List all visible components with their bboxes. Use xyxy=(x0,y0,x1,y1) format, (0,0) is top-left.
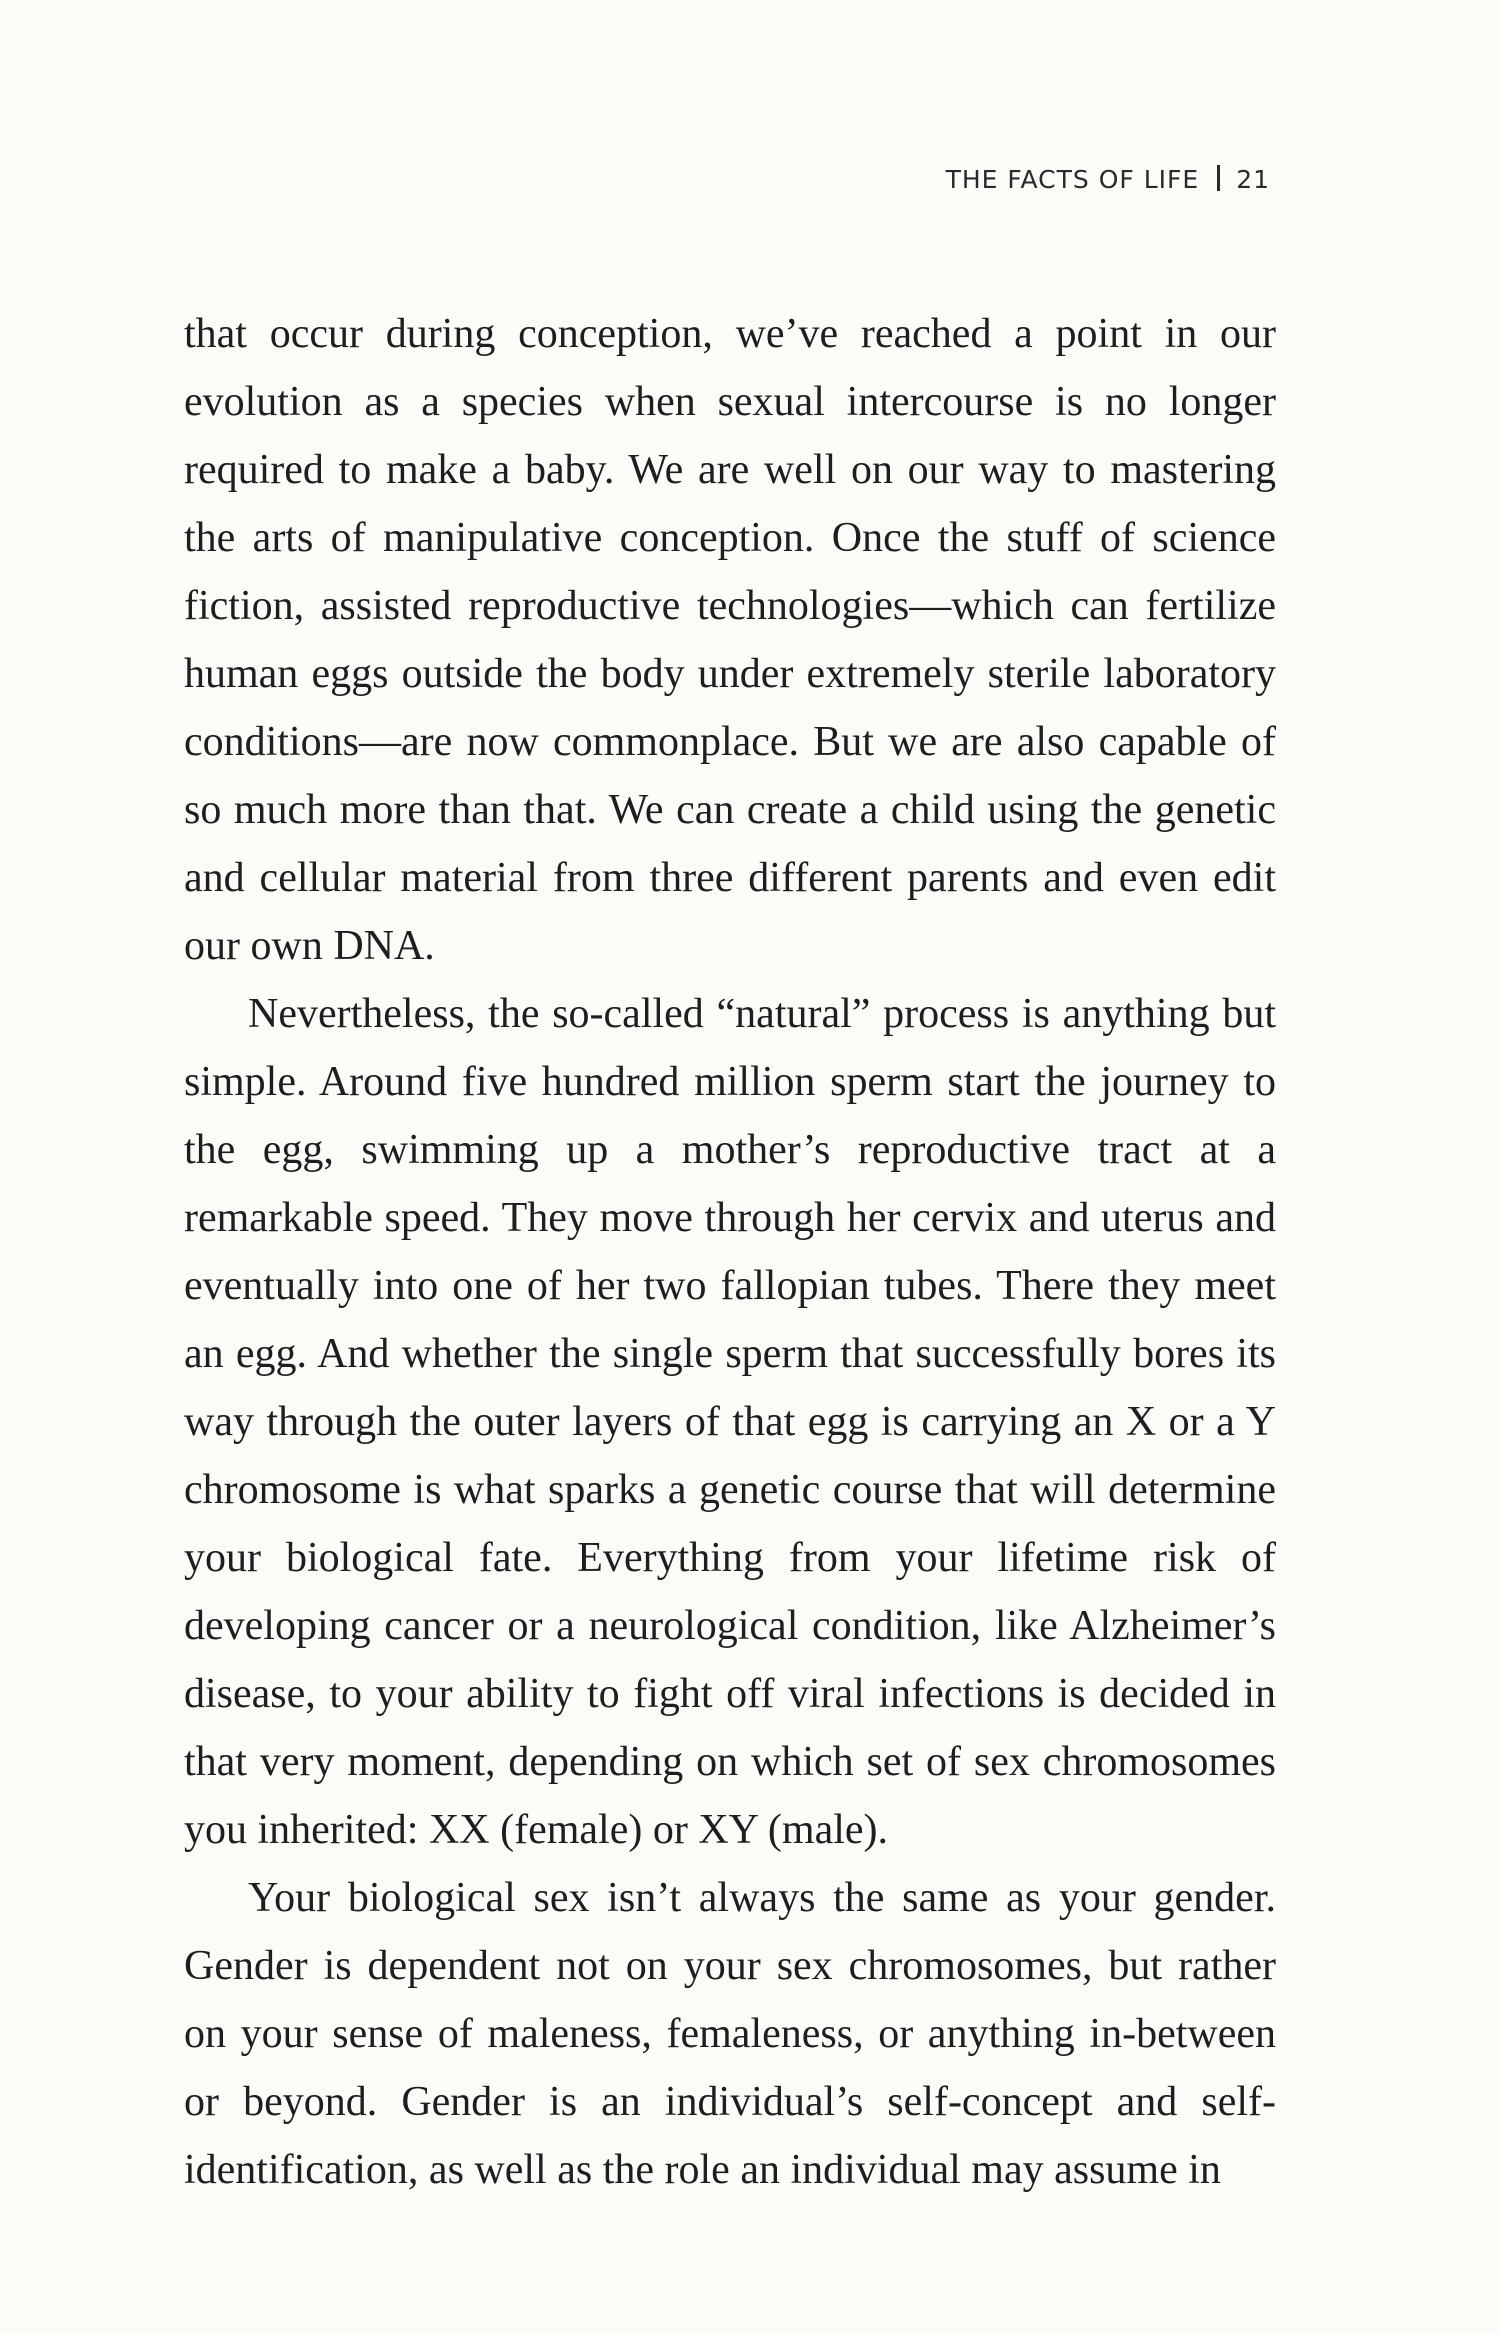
running-head-title: THE FACTS OF LIFE xyxy=(945,165,1200,194)
page-number: 21 xyxy=(1236,165,1270,194)
body-text xyxy=(184,300,1276,2204)
paragraph: Nevertheless, the so-called “natural” process is anything but simple. Around five hundred million sperm start the journey to the egg, swimming up a mother’s reproductive tract at a remarkable speed. They move through her cervix and uterus and eventually into one of her two fallopian tubes. There they meet an egg. And whether the single sperm that successfully bores its way through the outer layers of that egg is carrying an X or a Y chromosome is what sparks a genetic course that will determine your biological fate. Everything from your lifetime risk of developing cancer or a neurological condition, like Alzheimer’s disease, to your ability to fight off viral infections is decided in that very moment, depending on which set of sex chromosomes you inherited: XX (female) or XY (male). xyxy=(184,991,1276,1853)
running-head xyxy=(700,165,1270,194)
running-head-divider xyxy=(1217,165,1220,191)
paragraph: Your biological sex isn’t always the same as your gender. Gender is dependent not on your sex chromosomes, but rather on your sense of maleness, femaleness, or anything in-between or beyond. Gender is an individual’s self-concept and self-identification, as well as the role an individual may assume in xyxy=(184,1875,1276,2193)
paragraph-continued: that occur during conception, we’ve reached a point in our evolution as a species when sexual intercourse is no longer required to make a baby. We are well on our way to mastering the arts of manipulative conception. Once the stuff of science fiction, assisted reproductive technologies—which can fertilize human eggs outside the body under extremely sterile laboratory conditions—are now commonplace. But we are also capable of so much more than that. We can create a child using the genetic and cellular material from three different parents and even edit our own DNA. xyxy=(184,311,1276,969)
